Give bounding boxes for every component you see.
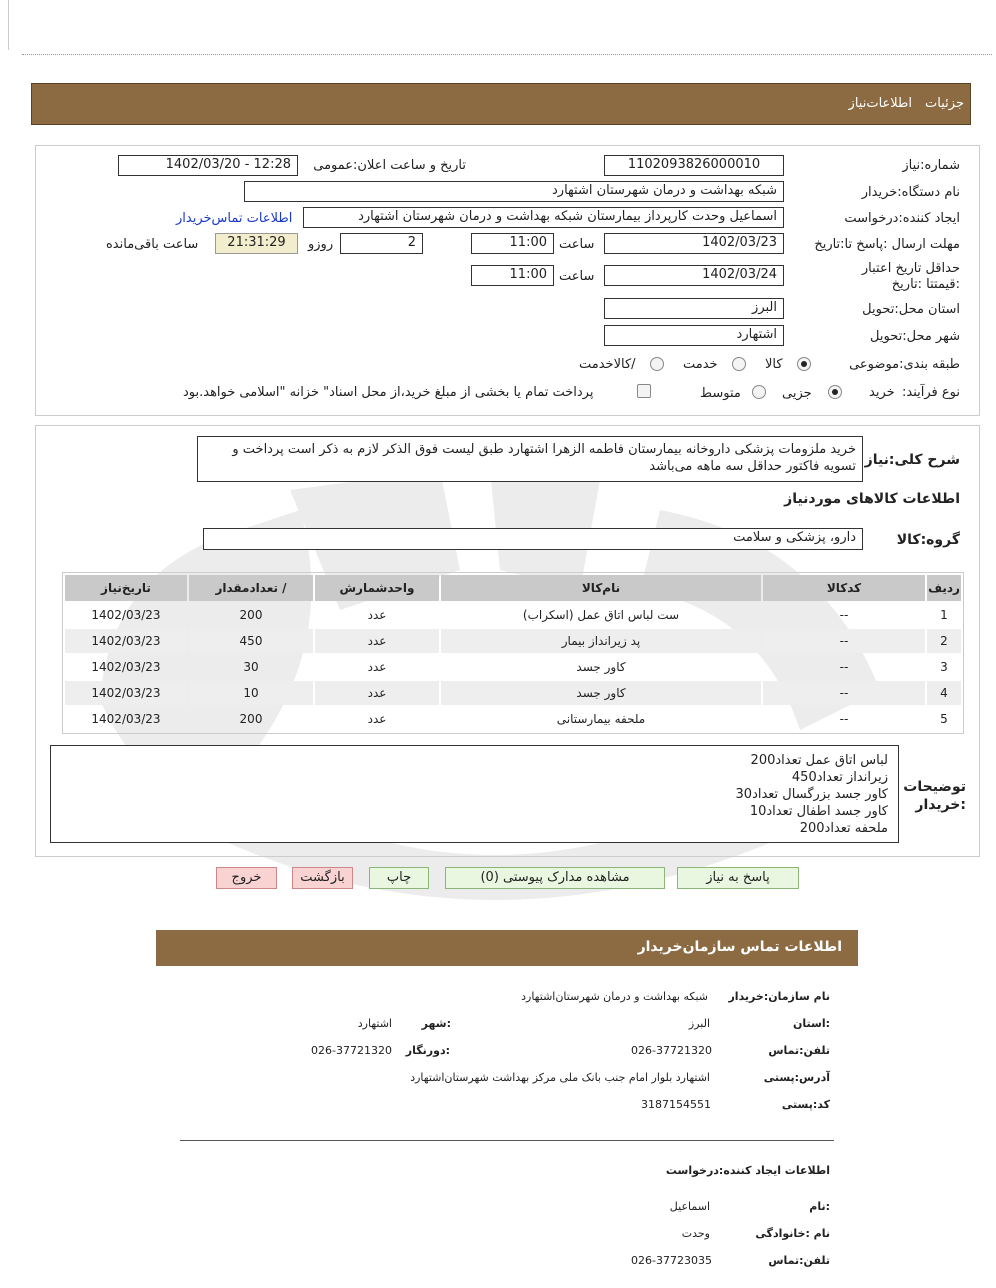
exit-button[interactable]: خروج — [216, 867, 277, 889]
cell-item-name: ست لباس اتاق عمل (اسکراب) — [522, 608, 680, 622]
remaining-time-field: 21:31:29 — [215, 233, 298, 254]
buyer-note-line: کاور جسد بزرگسال تعداد30 — [735, 787, 888, 802]
buyer-note-line: زیرانداز تعداد450 — [791, 770, 888, 785]
cell-need-date: 1402/03/23 — [91, 712, 161, 726]
radio-on-icon — [797, 357, 811, 371]
cell-item-code: -- — [839, 608, 849, 622]
tab-details[interactable]: جزئیات — [925, 96, 964, 111]
radio-off-icon — [650, 357, 664, 371]
buyer-org-label: نام دستگاه:خریدار — [861, 185, 960, 200]
contact-org-label: نام سازمان:خریدار — [728, 990, 830, 1003]
category-goods-service-label: /کالاخدمت — [579, 357, 636, 372]
contact-divider — [180, 1140, 834, 1141]
cell-row-number: 1 — [940, 608, 948, 622]
days-field: 2 — [340, 233, 423, 254]
announce-label: تاریخ و ساعت اعلان:عمومی — [313, 158, 466, 173]
left-border-line — [8, 0, 9, 50]
buyer-org-field: شبکه بهداشت و درمان شهرستان اشتهارد — [244, 181, 784, 202]
cell-item-code: -- — [763, 681, 925, 705]
process-radio-medium[interactable] — [752, 384, 766, 399]
buyer-note-line: کاور جسد اطفال تعداد10 — [749, 804, 888, 819]
cell-item-name: ملحفه بیمارستانی — [556, 712, 646, 726]
announce-field: 1402/03/20 - 12:28 — [118, 155, 298, 176]
process-radio-minor[interactable] — [828, 384, 842, 399]
table-row — [65, 603, 961, 627]
cell-row-number: 2 — [927, 629, 961, 653]
summary-box — [197, 436, 863, 482]
need-number-field: 1102093826000010 — [604, 155, 784, 176]
buyer-contact-link[interactable]: اطلاعات تماس‌خریدار — [176, 211, 293, 226]
cell-need-date: 1402/03/23 — [91, 660, 161, 674]
radio-on-icon — [828, 385, 842, 399]
validity-time-field: 11:00 — [471, 265, 554, 286]
contact-fax-value: 026-37721320 — [311, 1044, 392, 1057]
contact-city-value: اشتهارد — [357, 1017, 392, 1030]
buyer-note-line: لباس اتاق عمل تعداد200 — [750, 753, 888, 768]
contact-org-value: شبکه بهداشت و درمان شهرستان‌اشتهارد — [521, 990, 708, 1003]
reply-button[interactable]: پاسخ به نیاز — [677, 867, 799, 889]
items-table — [63, 573, 963, 733]
buyer-notes-box — [50, 745, 899, 843]
category-goods-label: کالا — [765, 357, 783, 372]
contact-fax-label: :دورنگار — [405, 1044, 450, 1057]
contact-province-label: :استان — [793, 1017, 830, 1030]
group-field: دارو، پزشکی و سلامت — [203, 528, 863, 550]
cell-item-name: پد زیرانداز بیمار — [441, 629, 761, 653]
contact-postal-value: 3187154551 — [641, 1098, 711, 1111]
validity-date-field: 1402/03/24 — [604, 265, 784, 286]
goods-info-title: اطلاعات کالاهای موردنیاز — [784, 491, 960, 507]
tab-header-bar — [31, 83, 971, 125]
remaining-label: ساعت باقی‌مانده — [106, 237, 199, 252]
contact-header-title: اطلاعات تماس سازمان‌خریدار — [637, 939, 842, 955]
cell-need-date: 1402/03/23 — [65, 681, 187, 705]
need-number-label: شماره:نیاز — [902, 158, 960, 173]
attachments-button[interactable]: مشاهده مدارک پیوستی (0) — [445, 867, 665, 889]
contact-header-bar — [156, 930, 858, 966]
cell-unit: عدد — [367, 660, 387, 674]
table-row — [65, 707, 961, 731]
cell-quantity: 200 — [239, 712, 263, 726]
cell-unit: عدد — [315, 629, 439, 653]
group-label: گروه:کالا — [896, 532, 960, 548]
process-kharid: خرید — [869, 385, 895, 400]
province-field: البرز — [604, 298, 784, 319]
cell-quantity: 200 — [239, 608, 263, 622]
table-header-row — [65, 575, 961, 601]
contact-address-value: اشتهارد بلوار امام جنب بانک ملی مرکز بهداشت شهرستان‌اشتهارد — [410, 1071, 710, 1084]
cell-quantity: 30 — [243, 660, 259, 674]
buyer-notes-label: توضیحات :خریدار — [903, 779, 966, 813]
summary-text: خرید ملزومات پزشکی داروخانه بیمارستان فاطمه الزهرا اشتهارد طبق لیست فوق الذکر لازم به ذکر است پرداخت و تسویه فاکتور حداقل سه ماهه می‌باشد — [232, 442, 856, 474]
creator-info-title: اطلاعات ایجاد کننده:درخواست — [665, 1164, 830, 1177]
validity-time-label: ساعت — [559, 269, 595, 284]
radio-off-icon — [732, 357, 746, 371]
col-need-date: تاریخ‌نیاز — [65, 575, 187, 601]
table-row — [65, 629, 961, 653]
category-service-label: خدمت — [683, 357, 718, 372]
city-label: شهر محل:تحویل — [870, 329, 960, 344]
cell-row-number: 4 — [927, 681, 961, 705]
checkbox-icon — [637, 384, 651, 398]
process-minor-label: جزیی — [782, 386, 812, 401]
top-divider — [22, 54, 992, 55]
col-item-name: نام‌کالا — [441, 575, 761, 601]
province-label: استان محل:تحویل — [862, 302, 960, 317]
cell-unit: عدد — [367, 608, 387, 622]
cell-row-number: 5 — [940, 712, 948, 726]
contact-phone-value: 026-37721320 — [631, 1044, 712, 1057]
payment-note: پرداخت تمام یا بخشی از مبلغ خرید،از محل اسناد" خزانه "اسلامی خواهد.بود — [183, 385, 594, 400]
contact-postal-label: کد:پستی — [781, 1098, 830, 1111]
cell-item-name: کاور جسد — [441, 681, 761, 705]
category-radio-goods-service[interactable] — [650, 356, 664, 371]
contact-province-value: البرز — [688, 1017, 710, 1030]
cell-item-code: -- — [839, 712, 849, 726]
category-radio-goods[interactable] — [797, 356, 811, 371]
radio-off-icon — [752, 385, 766, 399]
deadline-label: مهلت ارسال :پاسخ تا:تاریخ — [814, 237, 960, 252]
cell-item-name: کاور جسد — [576, 660, 626, 674]
cell-unit: عدد — [315, 681, 439, 705]
creator-label: ایجاد کننده:درخواست — [844, 211, 960, 226]
tab-need-info[interactable]: اطلاعات‌نیاز — [848, 96, 912, 111]
payment-checkbox[interactable] — [637, 383, 651, 398]
cell-item-code: -- — [763, 629, 925, 653]
category-label: طبقه بندی:موضوعی — [849, 357, 960, 372]
creator-field: اسماعیل وحدت کارپرداز بیمارستان شبکه بهداشت و درمان شهرستان اشتهارد — [303, 207, 784, 228]
buyer-note-line: ملحفه تعداد200 — [799, 821, 888, 836]
table-row — [65, 655, 961, 679]
col-row-number: ردیف — [927, 575, 961, 601]
days-label: روزو — [308, 237, 334, 252]
min-validity-label: حداقل تاریخ اعتبار :قیمتتا :تاریخ — [861, 261, 960, 292]
cell-unit: عدد — [367, 712, 387, 726]
process-label: نوع فرآیند: — [902, 385, 960, 400]
city-field: اشتهارد — [604, 325, 784, 346]
category-radio-service[interactable] — [732, 356, 746, 371]
contact-address-label: آدرس:پستی — [763, 1071, 830, 1084]
process-medium-label: متوسط — [700, 386, 741, 401]
cell-item-code: -- — [839, 660, 849, 674]
col-unit: واحدشمارش — [315, 575, 439, 601]
items-table-wrap — [62, 572, 964, 734]
creator-name-label: :نام — [809, 1200, 830, 1213]
contact-phone-label: تلفن:تماس — [768, 1044, 830, 1057]
creator-name-value: اسماعیل — [669, 1200, 710, 1213]
deadline-time-label: ساعت — [559, 237, 595, 252]
creator-phone-label: تلفن:تماس — [768, 1254, 830, 1267]
table-row — [65, 681, 961, 705]
cell-quantity: 10 — [189, 681, 313, 705]
contact-city-label: :شهر — [421, 1017, 451, 1030]
back-button[interactable]: بازگشت — [292, 867, 353, 889]
cell-need-date: 1402/03/23 — [91, 608, 161, 622]
deadline-date-field: 1402/03/23 — [604, 233, 784, 254]
cell-need-date: 1402/03/23 — [65, 629, 187, 653]
col-item-code: کدکالا — [763, 575, 925, 601]
print-button[interactable]: چاپ — [369, 867, 429, 889]
creator-family-label: نام :خانوادگی — [755, 1227, 830, 1240]
col-quantity: / تعدادمقدار — [189, 575, 313, 601]
cell-row-number: 3 — [940, 660, 948, 674]
creator-phone-value: 026-37723035 — [631, 1254, 712, 1267]
creator-family-value: وحدت — [681, 1227, 710, 1240]
deadline-time-field: 11:00 — [471, 233, 554, 254]
cell-quantity: 450 — [189, 629, 313, 653]
summary-label: شرح کلی:نیاز — [864, 452, 960, 468]
